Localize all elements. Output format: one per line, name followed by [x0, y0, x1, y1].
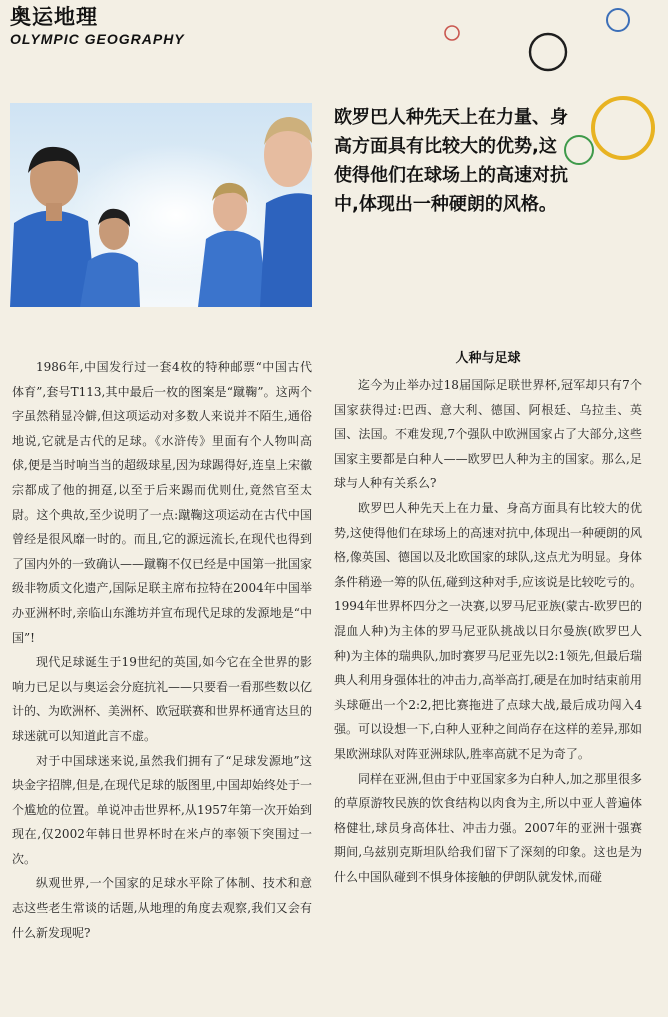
section-header	[10, 4, 185, 48]
paragraph: 1986年,中国发行过一套4枚的特种邮票“中国古代体育”,套号T113,其中最后一枚的图案是“蹴鞠”。这两个字虽然稍显冷僻,但这项运动对多数人来说并不陌生,通俗地说,它就是古代的足球。《水浒传》里面有个人物叫高俅,便是当时响当当的超级球星,因为球踢得好,连皇上宋徽宗都成了他的拥趸,以至于后来踢而优则仕,竟然官至太尉。这个典故,至少说明了一点:蹴鞠这项运动在古代中国曾经是很风靡一时的。而且,它的源远流长,在现代也得到了国内外的一致确认——蹴鞠不仅已经是中国第一批国家级非物质文化遗产,国际足联主席布拉特在2004年中国举办亚洲杯时,亲临山东潍坊并宣布现代足球的发源地是“中国”!	[12, 360, 313, 645]
paragraph: 迄今为止举办过18届国际足联世界杯,冠军却只有7个国家获得过:巴西、意大利、德国、阿根廷、乌拉圭、英国、法国。不难发现,7个强队中欧洲国家占了大部分,这些国家主要都是白种人——欧罗巴人种为主的国家。那么,足球与人种有关系么?	[334, 378, 642, 491]
section-title-cn: 奥运地理	[10, 5, 98, 29]
blue-ring	[607, 9, 629, 31]
player-4	[260, 117, 312, 307]
subheading: 人种与足球	[455, 351, 521, 366]
paragraph: 同样在亚洲,但由于中亚国家多为白种人,加之那里很多的草原游牧民族的饮食结构以肉食为主,所以中亚人普遍体格健壮,球员身高体壮、冲击力强。2007年的亚洲十强赛期间,乌兹别克斯坦队给我们留下了深刻的印象。这也是为什么中国队碰到不惧身体接触的伊朗队就发怵,而碰	[334, 771, 642, 884]
section-title-en: OLYMPIC GEOGRAPHY	[10, 31, 185, 47]
paragraph: 纵观世界,一个国家的足球水平除了体制、技术和意志这些老生常谈的话题,从地理的角度去观察,我们又会有什么新发现呢?	[12, 876, 312, 940]
paragraph: 欧罗巴人种先天上在力量、身高方面具有比较大的优势,这使得他们在球场上的高速对抗中,体现出一种硬朗的风格,像英国、德国以及北欧国家的球队,这点尤为明显。身体条件稍逊一筹的队伍,碰到这种对手,应该说是比较吃亏的。1994年世界杯四分之一决赛,以罗马尼亚族(蒙古-欧罗巴的混血人种)为主体的罗马尼亚队挑战以日尔曼族(欧罗巴人种)为主体的瑞典队,加时赛罗马尼亚先以2:1领先,但最后瑞典人利用身强体壮的冲击力,高举高打,硬是在加时结束前用头球砸出一个2:2,把比赛拖进了点球大战,最后成功闯入4强。可以设想一下,白种人亚种之间尚存在这样的差异,那如果欧洲球队对阵亚洲球队,胜率高就不足为奇了。	[334, 500, 642, 761]
paragraph: 对于中国球迷来说,虽然我们拥有了“足球发源地”这块金字招牌,但是,在现代足球的版图里,中国却始终处于一个尴尬的位置。单说冲击世界杯,从1957年第一次开始到现在,仅2002年韩日世界杯时在米卢的率领下突围过一次。	[12, 753, 312, 866]
left-column	[12, 355, 312, 945]
paragraph: 现代足球诞生于19世纪的英国,如今它在全世界的影响力已足以与奥运会分庭抗礼——只要看一看那些数以亿计的、为欧洲杯、美洲杯、欧冠联赛和世界杯通宵达旦的球迷就可以知道此言不虚。	[12, 655, 313, 743]
yellow-ring	[593, 98, 653, 158]
right-column	[334, 345, 642, 889]
pull-quote: 欧罗巴人种先天上在力量、身高方面具有比较大的优势,这使得他们在球场上的高速对抗中,体现出一种硬朗的风格。	[334, 107, 568, 215]
players-photo	[10, 103, 312, 307]
black-ring	[530, 34, 566, 70]
red-ring	[445, 26, 459, 40]
